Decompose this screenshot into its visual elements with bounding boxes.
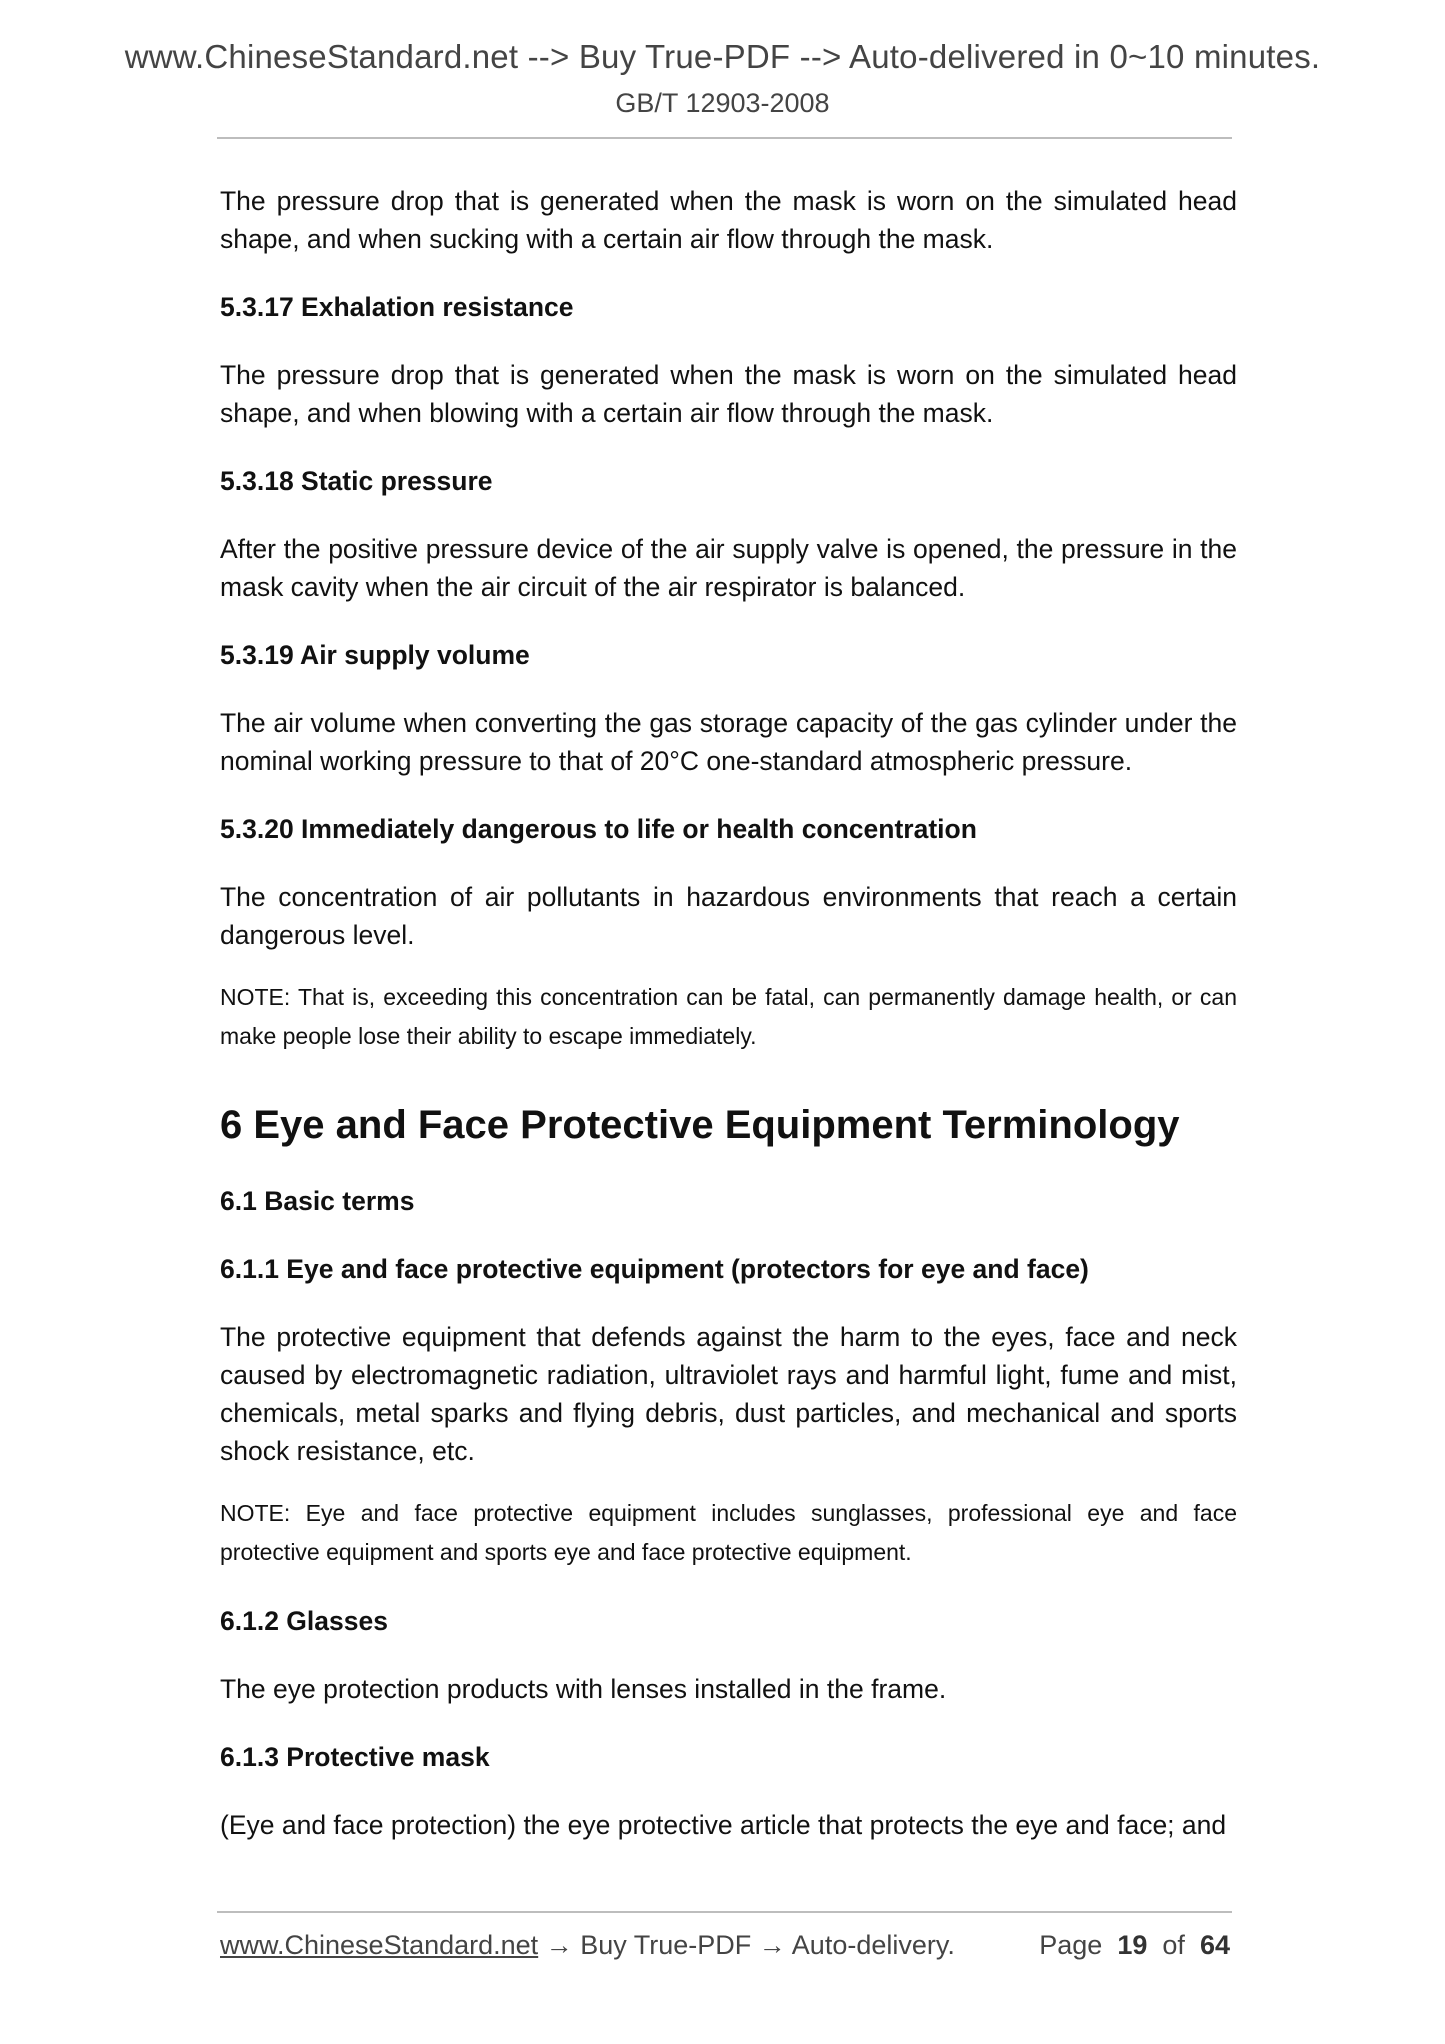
- page-content: [220, 182, 1237, 1874]
- arrow-icon: →: [758, 1930, 786, 1960]
- page-label: Page: [1039, 1930, 1103, 1960]
- note-5-3-20: NOTE: That is, exceeding this concentration can be fatal, can permanently damage health, or can make people lose their ability to escape immediately.: [220, 984, 1237, 1049]
- heading-6-1: 6.1 Basic terms: [220, 1186, 415, 1216]
- heading-5-3-19: 5.3.19 Air supply volume: [220, 640, 530, 670]
- paragraph-6-1-2: The eye protection products with lenses installed in the frame.: [220, 1674, 947, 1704]
- footer-delivery-text: Auto-delivery.: [791, 1930, 955, 1960]
- heading-6-1-2: 6.1.2 Glasses: [220, 1606, 388, 1636]
- chapter-6-title: 6 Eye and Face Protective Equipment Terminology: [220, 1103, 1180, 1147]
- site-link[interactable]: www.ChineseStandard.net: [220, 1930, 539, 1960]
- top-banner: www.ChineseStandard.net --> Buy True-PDF --> Auto-delivered in 0~10 minutes.: [124, 38, 1321, 75]
- heading-5-3-17: 5.3.17 Exhalation resistance: [220, 292, 574, 322]
- header-divider: [217, 137, 1232, 139]
- paragraph-5-3-17: The pressure drop that is generated when the mask is worn on the simulated head shape, and when blowing with a certain air flow through the mask.: [220, 360, 1237, 428]
- paragraph-5-3-18: After the positive pressure device of the air supply valve is opened, the pressure in the mask cavity when the air circuit of the air respirator is balanced.: [220, 534, 1237, 602]
- footer-buy-text: Buy True-PDF: [580, 1930, 752, 1960]
- footer-promo: [220, 1930, 955, 1961]
- heading-5-3-18: 5.3.18 Static pressure: [220, 466, 493, 496]
- note-6-1-1: NOTE: Eye and face protective equipment includes sunglasses, professional eye and face protective equipment and sports eye and face protective equipment.: [220, 1500, 1237, 1565]
- total-pages: 64: [1199, 1930, 1230, 1960]
- paragraph-5-3-19: The air volume when converting the gas storage capacity of the gas cylinder under the nominal working pressure to that of 20°C one-standard atmospheric pressure.: [220, 708, 1237, 776]
- paragraph-5-3-20: The concentration of air pollutants in hazardous environments that reach a certain dangerous level.: [220, 882, 1237, 950]
- paragraph-6-1-1: The protective equipment that defends against the harm to the eyes, face and neck caused by electromagnetic radiation, ultraviolet rays and harmful light, fume and mist, chemicals, metal sparks and flying debris, dust particles, and mechanical and sports shock resistance, etc.: [220, 1322, 1237, 1466]
- heading-6-1-3: 6.1.3 Protective mask: [220, 1742, 490, 1772]
- footer-divider: [217, 1911, 1232, 1913]
- paragraph-inhalation-resistance-definition: The pressure drop that is generated when the mask is worn on the simulated head shape, and when sucking with a certain air flow through the mask.: [220, 186, 1237, 254]
- paragraph-6-1-3: (Eye and face protection) the eye protective article that protects the eye and face; and: [220, 1810, 1227, 1840]
- heading-6-1-1: 6.1.1 Eye and face protective equipment (protectors for eye and face): [220, 1254, 1089, 1284]
- of-label: of: [1162, 1930, 1185, 1960]
- heading-5-3-20: 5.3.20 Immediately dangerous to life or health concentration: [220, 814, 977, 844]
- document-code: GB/T 12903-2008: [615, 88, 830, 118]
- current-page: 19: [1117, 1930, 1148, 1960]
- page-number: [1039, 1930, 1230, 1961]
- arrow-icon: →: [545, 1930, 573, 1960]
